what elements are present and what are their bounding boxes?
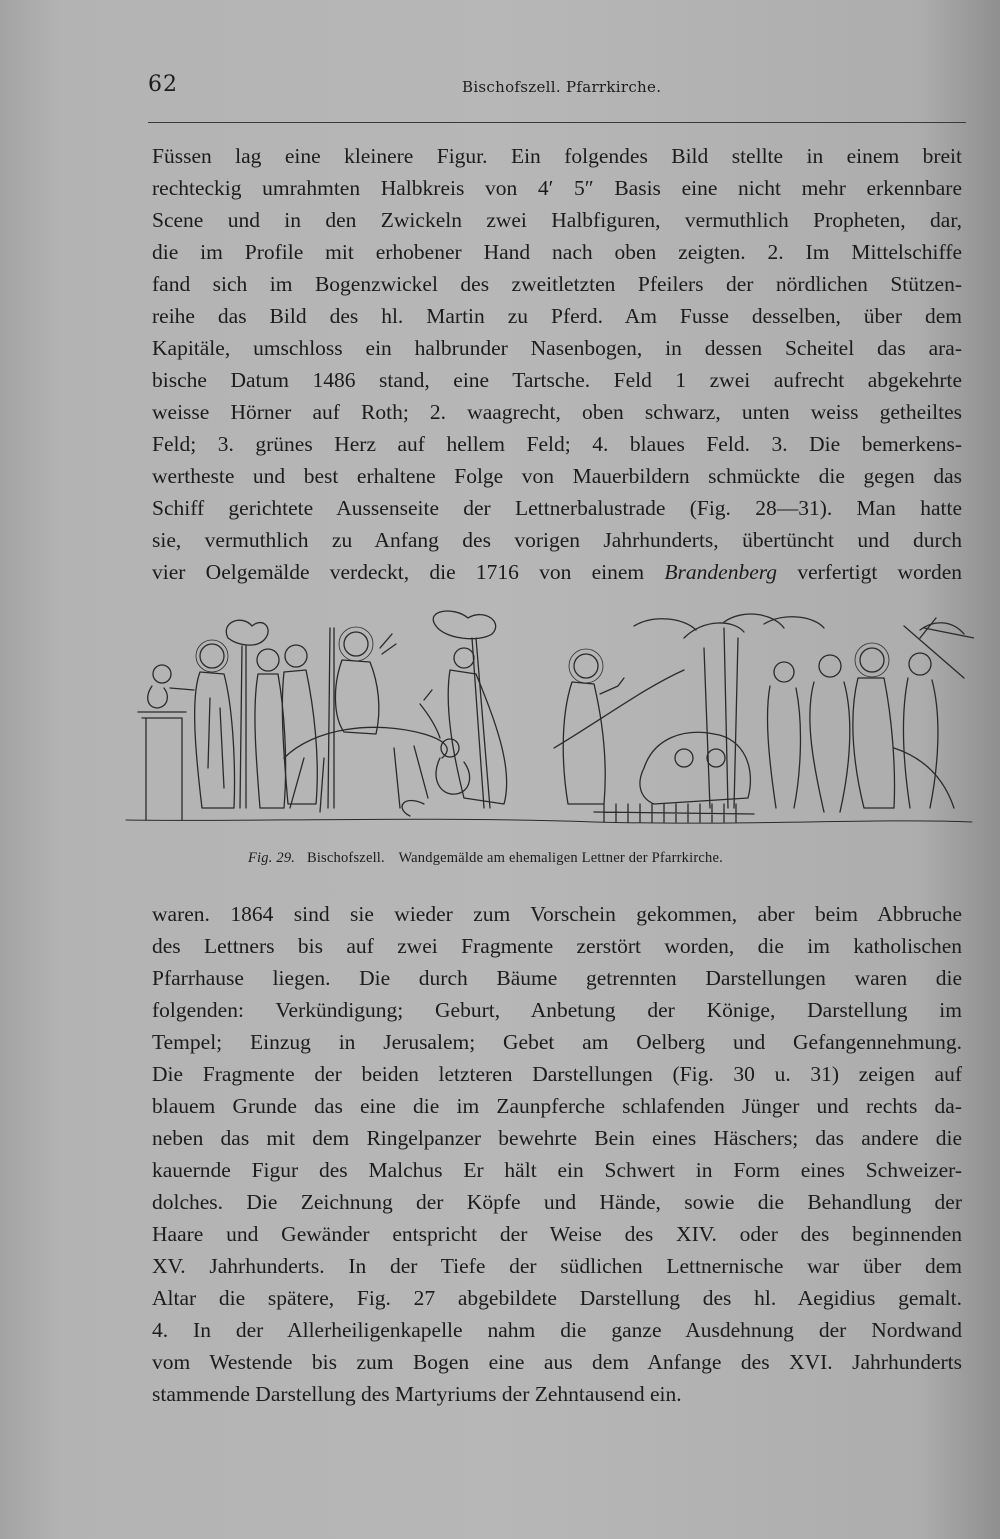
figure-description: Wandgemälde am ehemaligen Lettner der Pfarrkirche. — [398, 850, 723, 866]
page-number: 62 — [148, 72, 178, 97]
text-line: reihe das Bild des hl. Martin zu Pferd. Am Fusse desselben, über dem — [152, 304, 962, 328]
text-line: die im Profile mit erhobener Hand nach oben zeigten. 2. Im Mittelschiffe — [152, 240, 962, 264]
text-line-last: stammende Darstellung des Martyriums der Zehntausend ein. — [152, 1382, 682, 1406]
text-line: bische Datum 1486 stand, eine Tartsche. Feld 1 zwei aufrecht abgekehrte — [152, 368, 962, 392]
text-line: kauernde Figur des Malchus Er hält ein Schwert in Form eines Schweizer- — [152, 1158, 962, 1182]
text-line: des Lettners bis auf zwei Fragmente zerstört worden, die im katholischen — [152, 934, 962, 958]
text-line: dolches. Die Zeichnung der Köpfe und Hände, sowie die Behandlung der — [152, 1190, 962, 1214]
text-line: Schiff gerichtete Aussenseite der Lettnerbalustrade (Fig. 28—31). Man hatte — [152, 496, 962, 520]
body-text-top — [152, 140, 962, 588]
wall-painting-illustration — [124, 608, 974, 836]
running-title: Bischofszell. Pfarrkirche. — [462, 78, 662, 96]
figure-place: Bischofszell. — [306, 850, 385, 866]
text-line: Feld; 3. grünes Herz auf hellem Feld; 4. blaues Feld. 3. Die bemerkens- — [152, 432, 962, 456]
text-line: weisse Hörner auf Roth; 2. waagrecht, oben schwarz, unten weiss getheiltes — [152, 400, 962, 424]
text-line: sie, vermuthlich zu Anfang des vorigen Jahrhunderts, übertüncht und durch — [152, 528, 962, 552]
text-fragment: verfertigt worden — [797, 560, 963, 584]
text-line: vom Westende bis zum Bogen eine aus dem Anfange des XVI. Jahrhunderts — [152, 1350, 962, 1374]
text-line: Die Fragmente der beiden letzteren Darstellungen (Fig. 30 u. 31) zeigen auf — [152, 1062, 962, 1086]
text-line: blauem Grunde das eine die im Zaunpferche schlafenden Jünger und rechts da- — [152, 1094, 962, 1118]
text-line-last — [152, 556, 962, 588]
text-line: fand sich im Bogenzwickel des zweitletzten Pfeilers der nördlichen Stützen- — [152, 272, 962, 296]
wall-painting-figure — [124, 608, 974, 836]
text-line: Pfarrhause liegen. Die durch Bäume getrennten Darstellungen waren die — [152, 966, 962, 990]
text-line: Haare und Gewänder entspricht der Weise des XIV. oder des beginnenden — [152, 1222, 962, 1246]
figure-caption — [248, 850, 888, 867]
text-line: Altar die spätere, Fig. 27 abgebildete Darstellung des hl. Aegidius gemalt. — [152, 1286, 962, 1310]
text-fragment: vier Oelgemälde verdeckt, die 1716 von einem — [152, 560, 645, 584]
name-brandenberg: Brandenberg — [664, 560, 778, 584]
text-line: folgenden: Verkündigung; Geburt, Anbetung der Könige, Darstellung im — [152, 998, 962, 1022]
text-line: waren. 1864 sind sie wieder zum Vorschein gekommen, aber beim Abbruche — [152, 902, 962, 926]
text-line: neben das mit dem Ringelpanzer bewehrte Bein eines Häschers; das andere die — [152, 1126, 962, 1150]
text-line: Füssen lag eine kleinere Figur. Ein folgendes Bild stellte in einem breit — [152, 144, 962, 168]
text-line: Tempel; Einzug in Jerusalem; Gebet am Oelberg und Gefangennehmung. — [152, 1030, 962, 1054]
figure-label: Fig. 29. — [248, 850, 296, 866]
body-text-bottom — [152, 898, 962, 1410]
running-head — [148, 72, 968, 102]
text-line: 4. In der Allerheiligenkapelle nahm die ganze Ausdehnung der Nordwand — [152, 1318, 962, 1342]
text-line: rechteckig umrahmten Halbkreis von 4′ 5″ Basis eine nicht mehr erkennbare — [152, 176, 962, 200]
text-line: wertheste und best erhaltene Folge von Mauerbildern schmückte die gegen das — [152, 464, 962, 488]
text-line: XV. Jahrhunderts. In der Tiefe der südlichen Lettnernische war über dem — [152, 1254, 962, 1278]
text-line: Kapitäle, umschloss ein halbrunder Nasenbogen, in dessen Scheitel das ara- — [152, 336, 962, 360]
header-rule — [148, 122, 966, 123]
text-line: Scene und in den Zwickeln zwei Halbfiguren, vermuthlich Propheten, dar, — [152, 208, 962, 232]
